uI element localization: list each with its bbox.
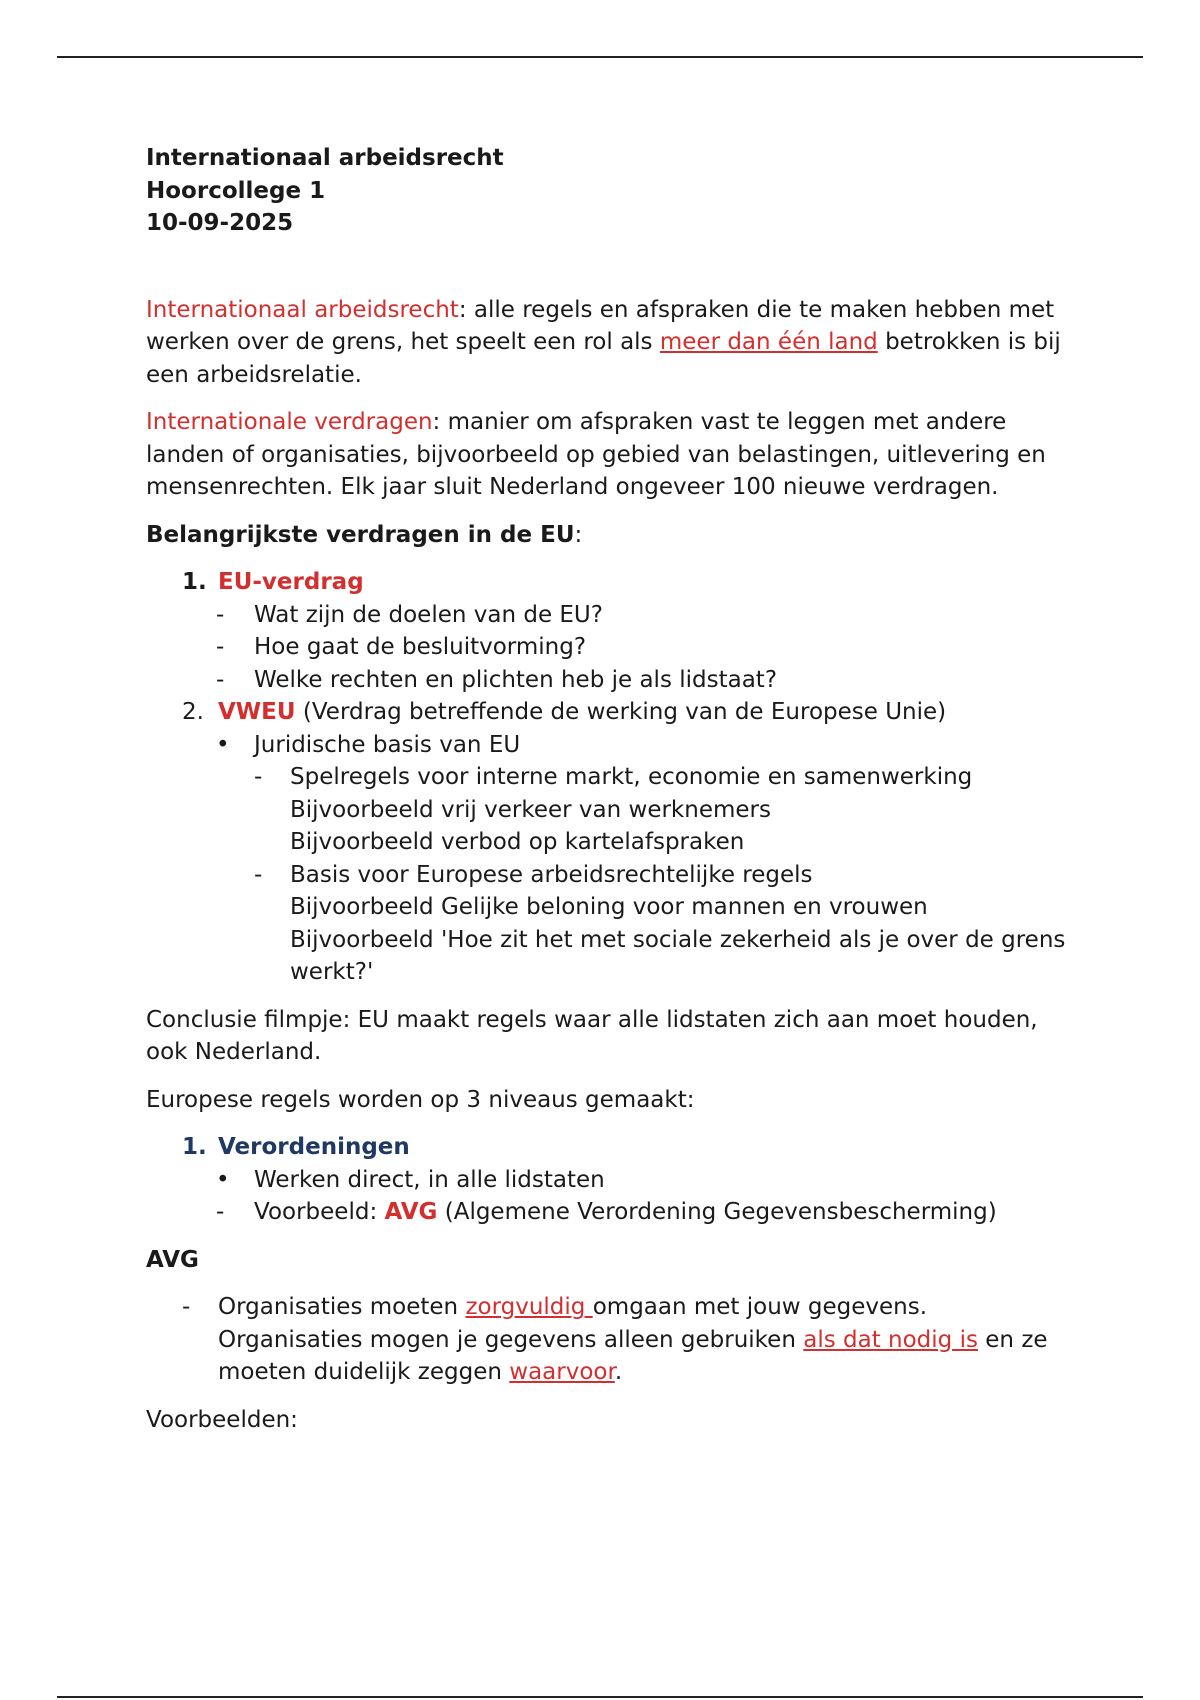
document-body	[146, 142, 1076, 1436]
list-item-continuation: Organisaties mogen je gegevens alleen gebruiken als dat nodig is en ze moeten duidelijk zeggen waarvoor.	[218, 1326, 1048, 1385]
list-item: - Hoe gaat de besluitvorming?	[216, 634, 587, 660]
list-item-example: Bijvoorbeeld Gelijke beloning voor mannen en vrouwen	[290, 894, 928, 920]
list-item: - Basis voor Europese arbeidsrechtelijke regels	[254, 861, 813, 888]
emphasis-link[interactable]: zorgvuldig	[465, 1294, 593, 1320]
definition-international-labour-law: Internationaal arbeidsrecht: alle regels en afspraken die te maken hebben met werken over de grens, het speelt een rol als meer dan één land betrokken is bij een arbeidsrelatie.	[146, 296, 1061, 388]
term-highlight: AVG	[384, 1199, 438, 1225]
list-item: • Juridische basis van EU	[216, 731, 521, 758]
list-item-example: Bijvoorbeeld verbod op kartelafspraken	[290, 829, 745, 855]
levels-list	[146, 1131, 1076, 1229]
emphasis-link[interactable]: als dat nodig is	[803, 1326, 978, 1353]
document-subtitle: Hoorcollege 1	[146, 177, 326, 204]
document-date: 10-09-2025	[146, 210, 294, 236]
term-highlight: Internationaal arbeidsrecht	[146, 296, 459, 323]
emphasis-link[interactable]: waarvoor	[509, 1359, 615, 1385]
list-item: 1. EU-verdrag	[182, 569, 364, 595]
bottom-rule	[57, 1696, 1143, 1698]
item-title: Verordeningen	[218, 1134, 410, 1160]
list-item-example: Bijvoorbeeld 'Hoe zit het met sociale zekerheid als je over de grens werkt?'	[290, 926, 1066, 985]
list-item: 1. Verordeningen	[182, 1134, 410, 1160]
list-item: - Wat zijn de doelen van de EU?	[216, 601, 603, 628]
item-title: VWEU	[218, 699, 296, 725]
list-item: 2. VWEU (Verdrag betreffende de werking van de Europese Unie)	[182, 699, 947, 725]
examples-label: Voorbeelden:	[146, 1406, 298, 1433]
list-item: - Organisaties moeten zorgvuldig omgaan met jouw gegevens.	[182, 1294, 928, 1320]
document-title: Internationaal arbeidsrecht	[146, 145, 504, 171]
section-heading: Belangrijkste verdragen in de EU:	[146, 521, 583, 548]
list-item-example: Bijvoorbeeld vrij verkeer van werknemers	[290, 796, 771, 823]
top-rule	[57, 56, 1143, 58]
conclusion-paragraph: Conclusie filmpje: EU maakt regels waar alle lidstaten zich aan moet houden, ook Nederland.	[146, 1006, 1038, 1065]
avg-list	[146, 1291, 1076, 1389]
levels-intro: Europese regels worden op 3 niveaus gemaakt:	[146, 1086, 695, 1113]
definition-international-treaties: Internationale verdragen: manier om afspraken vast te leggen met andere landen of organisaties, bijvoorbeeld op gebied van belastingen, uitlevering en mensenrechten. Elk jaar sluit Nederland ongeveer 100 nieuwe verdragen.	[146, 409, 1046, 500]
emphasis-link[interactable]: meer dan één land	[659, 329, 878, 355]
avg-heading: AVG	[146, 1246, 199, 1273]
list-item: - Voorbeeld: AVG (Algemene Verordening Gegevensbescherming)	[216, 1199, 997, 1225]
treaties-list	[146, 566, 1076, 989]
list-item: - Spelregels voor interne markt, economie en samenwerking	[254, 764, 973, 790]
list-item: - Welke rechten en plichten heb je als lidstaat?	[216, 666, 778, 693]
list-item: • Werken direct, in alle lidstaten	[216, 1166, 605, 1193]
term-highlight: Internationale verdragen	[146, 409, 433, 435]
document-header	[146, 142, 1076, 240]
item-title: EU-verdrag	[218, 569, 364, 595]
